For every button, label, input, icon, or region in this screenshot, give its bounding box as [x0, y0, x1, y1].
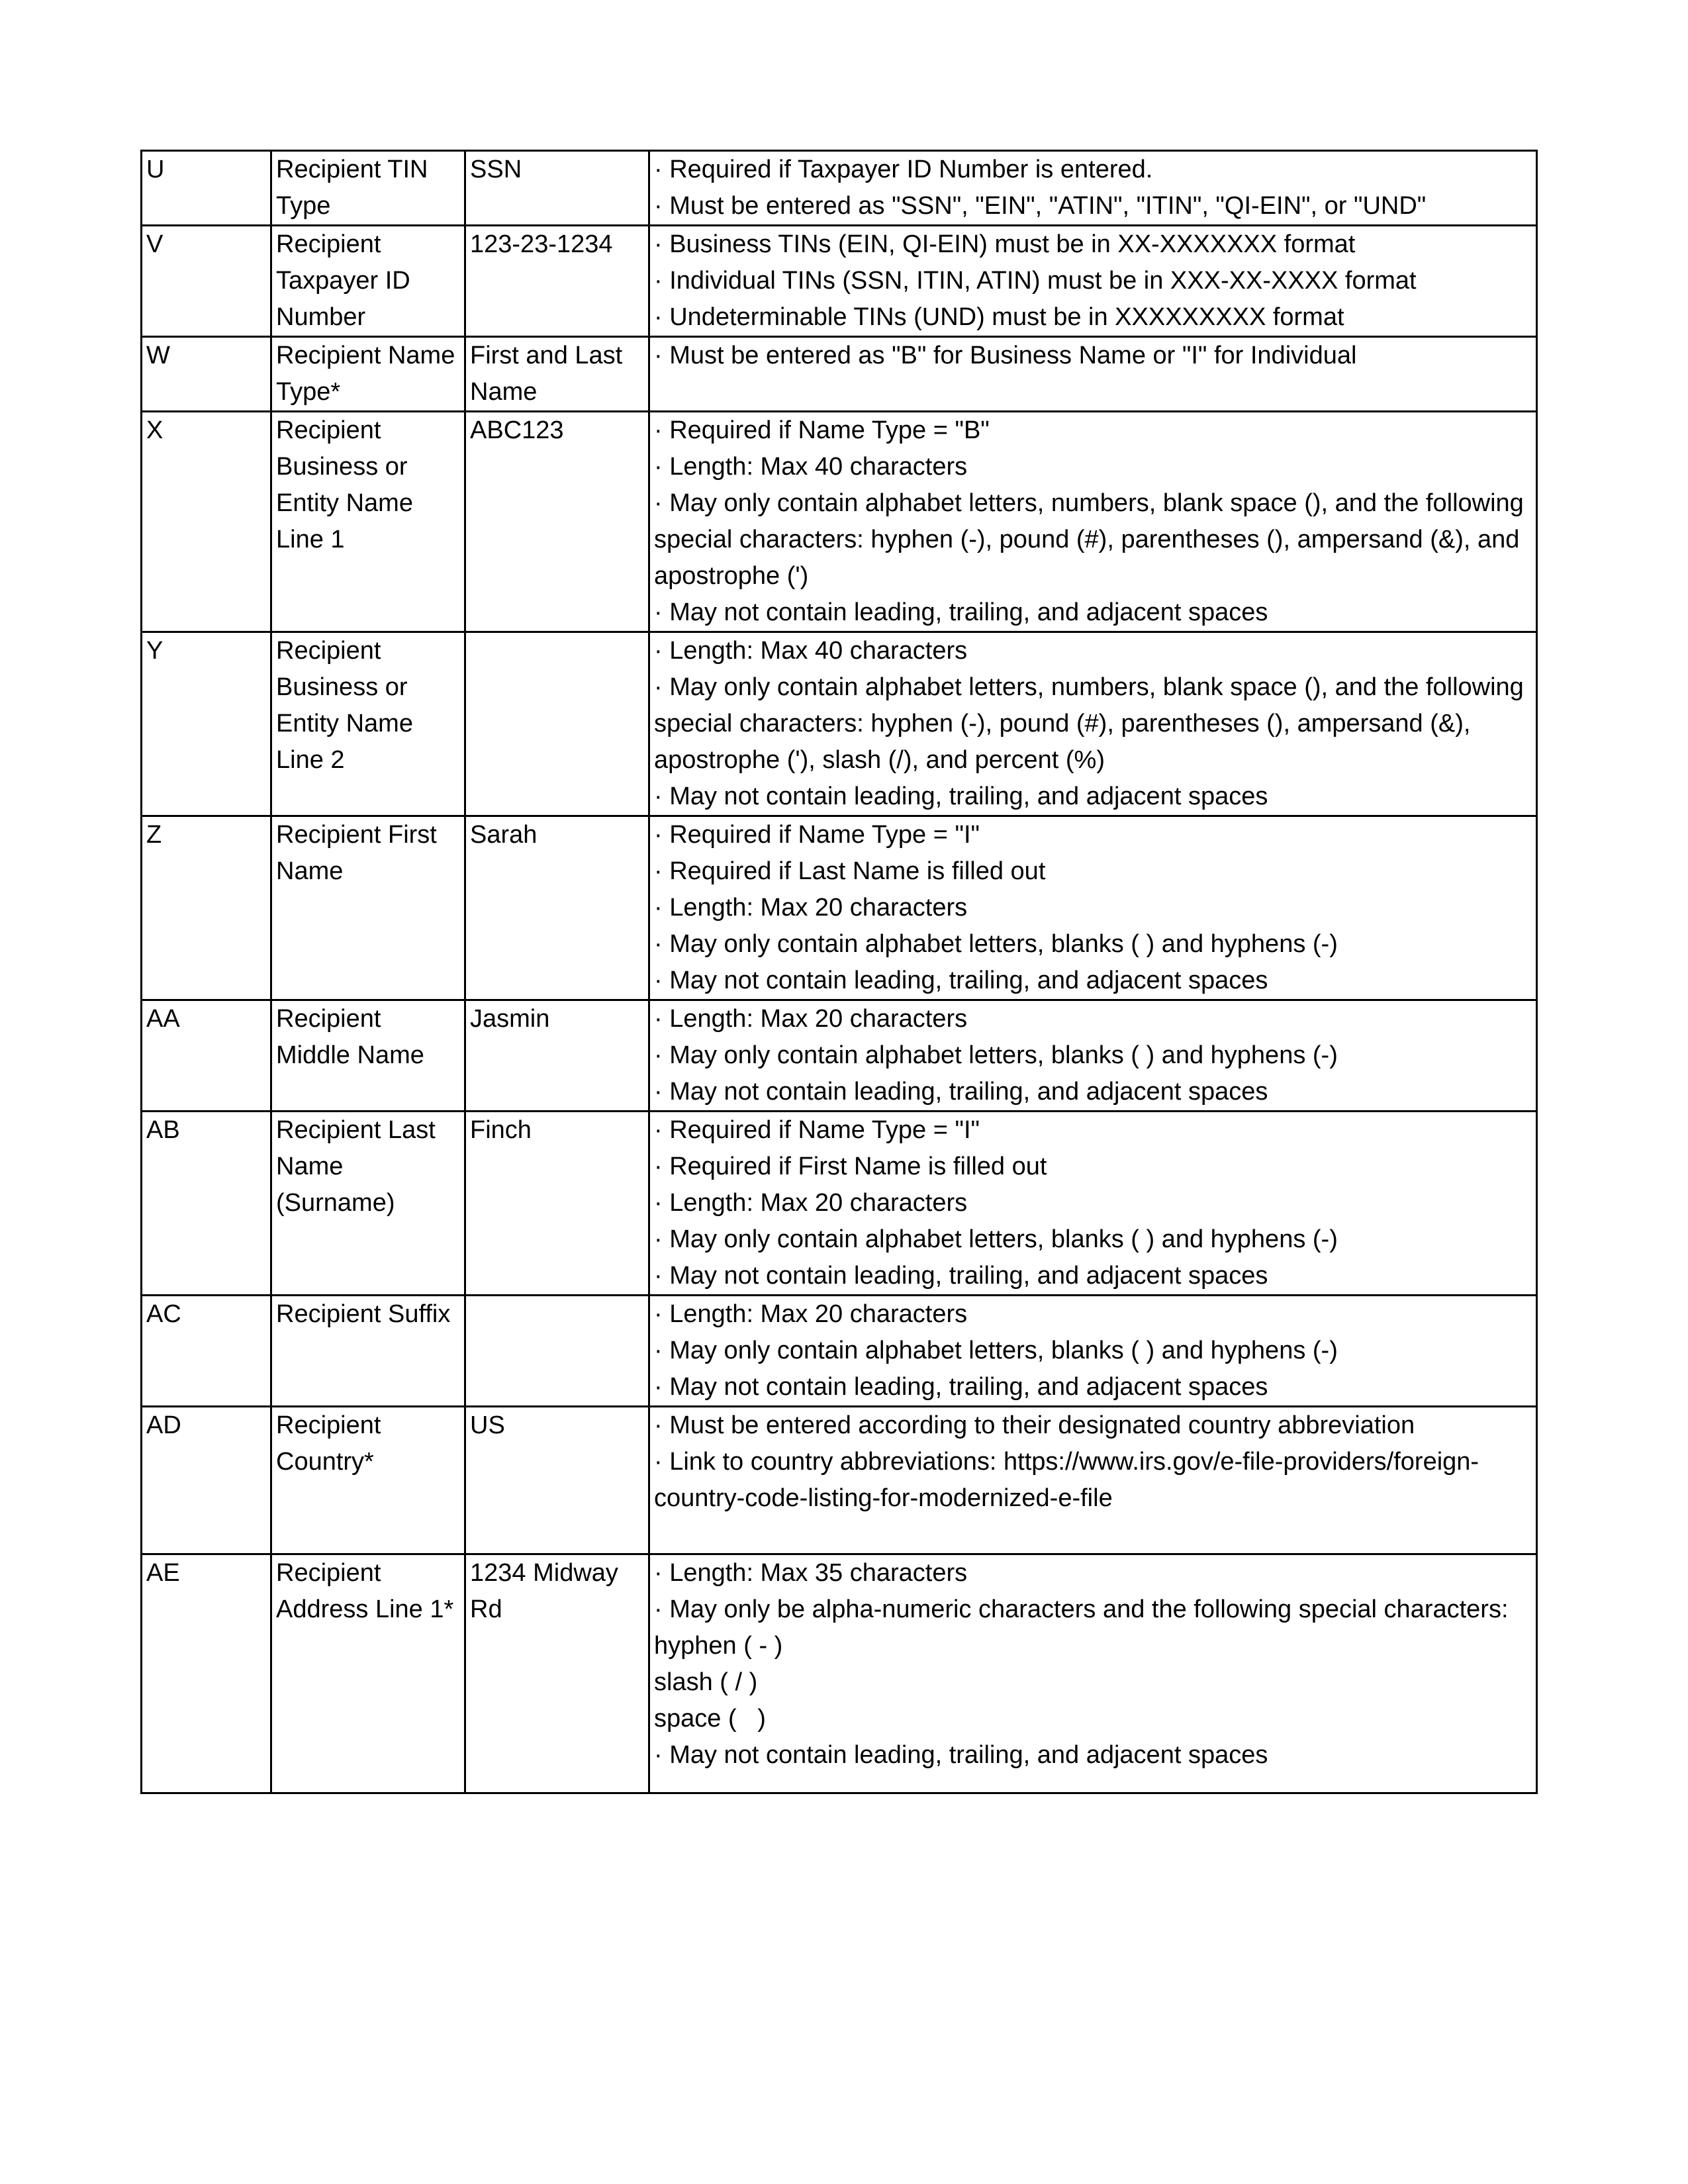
rule-text: · Link to country abbreviations: https://www.irs.gov/e-file-providers/foreign-country-code-listing-for-modernized-e-file [654, 1448, 1479, 1512]
field-name-cell: Recipient Business or Entity Name Line 1 [271, 412, 465, 632]
rule-text: · Length: Max 20 characters [654, 1189, 968, 1217]
rule-text: · Required if First Name is filled out [654, 1153, 1047, 1180]
rule-text: · Undeterminable TINs (UND) must be in XXXXXXXXX format [654, 303, 1344, 331]
rules-cell [649, 1112, 1537, 1296]
rule-text: · Must be entered as "SSN", "EIN", "ATIN", "ITIN", "QI-EIN", or "UND" [654, 192, 1427, 220]
rule-text: · May only be alpha-numeric characters and the following special characters: [654, 1595, 1509, 1623]
rule-text: · May not contain leading, trailing, and adjacent spaces [654, 967, 1268, 994]
rule-text: · Required if Name Type = "I" [654, 1116, 980, 1144]
rule-text: · May only contain alphabet letters, blanks ( ) and hyphens (-) [654, 930, 1338, 958]
rule-text: · May not contain leading, trailing, and adjacent spaces [654, 598, 1268, 626]
rule-text: · May not contain leading, trailing, and adjacent spaces [654, 1078, 1268, 1106]
rules-cell [649, 1000, 1537, 1112]
table-row [142, 1000, 1537, 1112]
table-row [142, 151, 1537, 226]
example-value-cell: 123-23-1234 [465, 226, 649, 337]
example-value-cell: Finch [465, 1112, 649, 1296]
column-letter-cell: W [142, 337, 271, 412]
example-value-cell: 1234 Midway Rd [465, 1554, 649, 1793]
example-value-cell: ABC123 [465, 412, 649, 632]
column-letter-cell: Y [142, 632, 271, 816]
example-value-cell [465, 1296, 649, 1407]
rule-text: · Length: Max 20 characters [654, 1300, 968, 1328]
example-value-cell: SSN [465, 151, 649, 226]
example-value-cell: Sarah [465, 816, 649, 1000]
rules-cell [649, 151, 1537, 226]
rule-text: · Required if Name Type = "I" [654, 821, 980, 849]
field-name-cell: Recipient Name Type* [271, 337, 465, 412]
field-name-cell: Recipient Last Name (Surname) [271, 1112, 465, 1296]
rules-cell [649, 632, 1537, 816]
rules-cell [649, 412, 1537, 632]
rule-text: · Length: Max 35 characters [654, 1559, 968, 1587]
rule-text: · May only contain alphabet letters, blanks ( ) and hyphens (-) [654, 1337, 1338, 1364]
rule-text: · May only contain alphabet letters, numbers, blank space (), and the following special characters: hyphen (-), pound (#), parentheses (), ampersand (&), and apostrophe (') [654, 489, 1524, 590]
rule-text: slash ( / ) [654, 1668, 758, 1696]
table-row [142, 1296, 1537, 1407]
rule-text: · Required if Last Name is filled out [654, 857, 1046, 885]
table-row [142, 1554, 1537, 1793]
rule-text: · Length: Max 20 characters [654, 1005, 968, 1033]
rule-text: · May not contain leading, trailing, and adjacent spaces [654, 1741, 1268, 1769]
table-row [142, 1112, 1537, 1296]
rules-cell [649, 816, 1537, 1000]
rule-text: · Required if Taxpayer ID Number is entered. [654, 156, 1153, 183]
rule-text: · May only contain alphabet letters, blanks ( ) and hyphens (-) [654, 1041, 1338, 1069]
example-value-cell: Jasmin [465, 1000, 649, 1112]
field-name-cell: Recipient Country* [271, 1407, 465, 1554]
rule-text: · Length: Max 40 characters [654, 637, 968, 665]
example-value-cell [465, 632, 649, 816]
rule-text: · Business TINs (EIN, QI-EIN) must be in XX-XXXXXXX format [654, 230, 1356, 258]
rule-text: · May only contain alphabet letters, numbers, blank space (), and the following special characters: hyphen (-), pound (#), parentheses (), ampersand (&), apostrophe ('), slash (/), and percent (%) [654, 673, 1524, 774]
rules-cell [649, 1407, 1537, 1554]
rules-cell [649, 226, 1537, 337]
column-letter-cell: AB [142, 1112, 271, 1296]
table-row [142, 412, 1537, 632]
rule-text: · May not contain leading, trailing, and adjacent spaces [654, 1373, 1268, 1401]
blank-line [654, 1517, 1532, 1553]
field-spec-body [142, 151, 1537, 1793]
column-letter-cell: AA [142, 1000, 271, 1112]
field-name-cell: Recipient Address Line 1* [271, 1554, 465, 1793]
rule-text: · Length: Max 20 characters [654, 894, 968, 922]
field-spec-table [140, 150, 1538, 1794]
table-row [142, 337, 1537, 412]
rules-cell [649, 337, 1537, 412]
rule-text: · Required if Name Type = "B" [654, 416, 990, 444]
column-letter-cell: Z [142, 816, 271, 1000]
table-row [142, 1407, 1537, 1554]
rule-text: · May only contain alphabet letters, blanks ( ) and hyphens (-) [654, 1225, 1338, 1253]
column-letter-cell: U [142, 151, 271, 226]
example-value-cell: First and Last Name [465, 337, 649, 412]
rule-text: · Individual TINs (SSN, ITIN, ATIN) must be in XXX-XX-XXXX format [654, 267, 1417, 295]
field-name-cell: Recipient Suffix [271, 1296, 465, 1407]
rule-text: · Must be entered as "B" for Business Name or "I" for Individual [654, 342, 1357, 369]
column-letter-cell: AD [142, 1407, 271, 1554]
field-name-cell: Recipient Taxpayer ID Number [271, 226, 465, 337]
field-name-cell: Recipient First Name [271, 816, 465, 1000]
rule-text: · Length: Max 40 characters [654, 453, 968, 481]
column-letter-cell: AE [142, 1554, 271, 1793]
rule-text: · Must be entered according to their designated country abbreviation [654, 1411, 1415, 1439]
rule-text: hyphen ( - ) [654, 1632, 783, 1660]
table-row [142, 632, 1537, 816]
field-name-cell: Recipient Business or Entity Name Line 2 [271, 632, 465, 816]
rules-cell [649, 1296, 1537, 1407]
table-row [142, 816, 1537, 1000]
table-row [142, 226, 1537, 337]
column-letter-cell: V [142, 226, 271, 337]
field-name-cell: Recipient Middle Name [271, 1000, 465, 1112]
rules-cell [649, 1554, 1537, 1793]
example-value-cell: US [465, 1407, 649, 1554]
rule-text: · May not contain leading, trailing, and adjacent spaces [654, 1262, 1268, 1290]
column-letter-cell: AC [142, 1296, 271, 1407]
rule-text: · May not contain leading, trailing, and adjacent spaces [654, 783, 1268, 810]
column-letter-cell: X [142, 412, 271, 632]
rule-text: space ( ) [654, 1705, 766, 1733]
field-name-cell: Recipient TIN Type [271, 151, 465, 226]
